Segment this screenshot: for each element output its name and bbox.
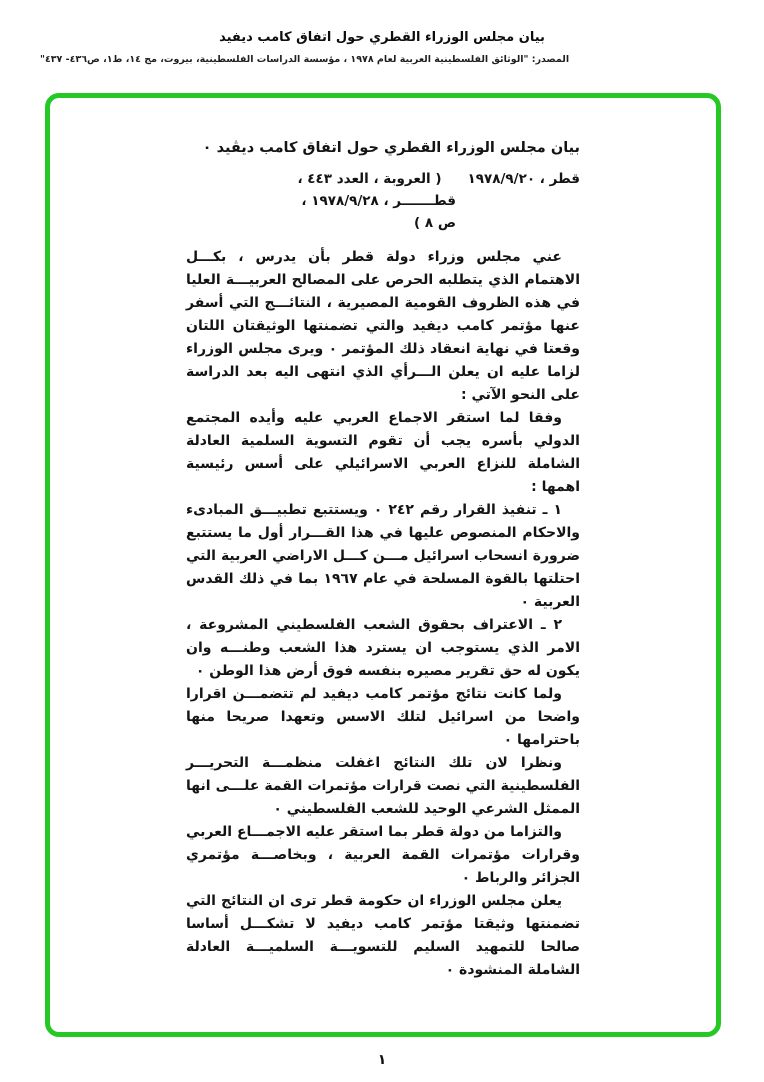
header-title: بيان مجلس الوزراء القطري حول اتفاق كامب ديفيد [219, 30, 545, 45]
dateline-citation-start: ( العروبة ، العدد ٤٤٣ ، [297, 171, 442, 187]
scanned-document [186, 140, 580, 982]
document-paragraph: والتزاما من دولة قطر بما استقر عليه الاجمـــاع العربي وقرارات مؤتمرات القمة العربية ، وبخاصـــة مؤتمري الجزائر والرباط ٠ [186, 824, 580, 886]
dateline-row-2: قطـــــــر ، ١٩٧٨/٩/٢٨ ، [301, 193, 456, 209]
dateline-row-3: ص ٨ ) [414, 215, 456, 231]
document-paragraph: عني مجلس وزراء دولة قطر بأن يدرس ، بكـــل الاهتمام الذي يتطلبه الحرص على المصالح العربيـــة العليا في هذه الظروف القومية المصيرية ، النتائـــج التي أسفر عنها مؤتمر كامب ديفيد والتي تضمنتها الوثيقتان اللتان وقعتا في نهاية انعقاد ذلك المؤتمر ٠ ويرى مجلس الوزراء لزاما عليه ان يعلن الـــرأي الذي انتهى اليه بعد الدراسة على النحو الآتي : [186, 249, 580, 403]
scanned-document-frame [45, 93, 721, 1037]
document-paragraph: ١ ـ تنفيذ القرار رقم ٢٤٢ ٠ ويستتبع تطبيـــق المبادىء والاحكام المنصوص عليها في هذا القـــرار أول ما يستتبع ضرورة انسحاب اسرائيل مـــن كـــل الاراضي العربية التي احتلتها بالقوة المسلحة في عام ١٩٦٧ بما في ذلك القدس العربية ٠ [186, 502, 580, 610]
page-header [0, 0, 764, 65]
page-number: ١ [377, 1052, 387, 1068]
dateline-row-1 [186, 168, 580, 190]
document-paragraph: ونظرا لان تلك النتائج اغفلت منظمـــة التحريـــر الفلسطينية التي نصت قرارات مؤتمرات القمة علـــى انها الممثل الشرعي الوحيد للشعب الفلسطيني ٠ [186, 755, 580, 817]
document-paragraph: ولما كانت نتائج مؤتمر كامب ديفيد لم تتضمـــن اقرارا واضحا من اسرائيل لتلك الاسس وتعهدا صريحا منها باحترامها ٠ [186, 686, 580, 748]
dateline-block [186, 168, 580, 234]
dateline-place-date: قطر ، ١٩٧٨/٩/٢٠ [467, 171, 580, 187]
header-source-line: المصدر: "الوثائق الفلسطينية العربية لعام ١٩٧٨ ، مؤسسة الدراسات الفلسطينية، بيروت، مج ١٤، ط١، ص٤٣٦- ٤٣٧" [40, 54, 570, 65]
document-paragraph: وفقا لما استقر الاجماع العربي عليه وأيده المجتمع الدولي بأسره يجب أن تقوم التسوية السلمية العادلة الشاملة للنزاع العربي الاسرائيلي على أسس رئيسية اهمها : [186, 410, 580, 495]
document-title: بيان مجلس الوزراء القطري حول اتفاق كامب ديڤيد ٠ [202, 140, 580, 156]
document-paragraph: ٢ ـ الاعتراف بحقوق الشعب الفلسطيني المشروعة ، الامر الذي يستوجب ان يسترد هذا الشعب وطنـــه وان يكون له حق تقرير مصيره بنفسه فوق أرض هذا الوطن ٠ [186, 617, 580, 679]
document-paragraph: يعلن مجلس الوزراء ان حكومة قطر ترى ان النتائج التي تضمنتها وثيقتا مؤتمر كامب ديفيد لا تشكـــل أساسا صالحا للتمهيد السليم للتسويـــة السلميـــة العادلة الشاملة المنشودة ٠ [186, 893, 580, 978]
document-body [186, 246, 580, 982]
